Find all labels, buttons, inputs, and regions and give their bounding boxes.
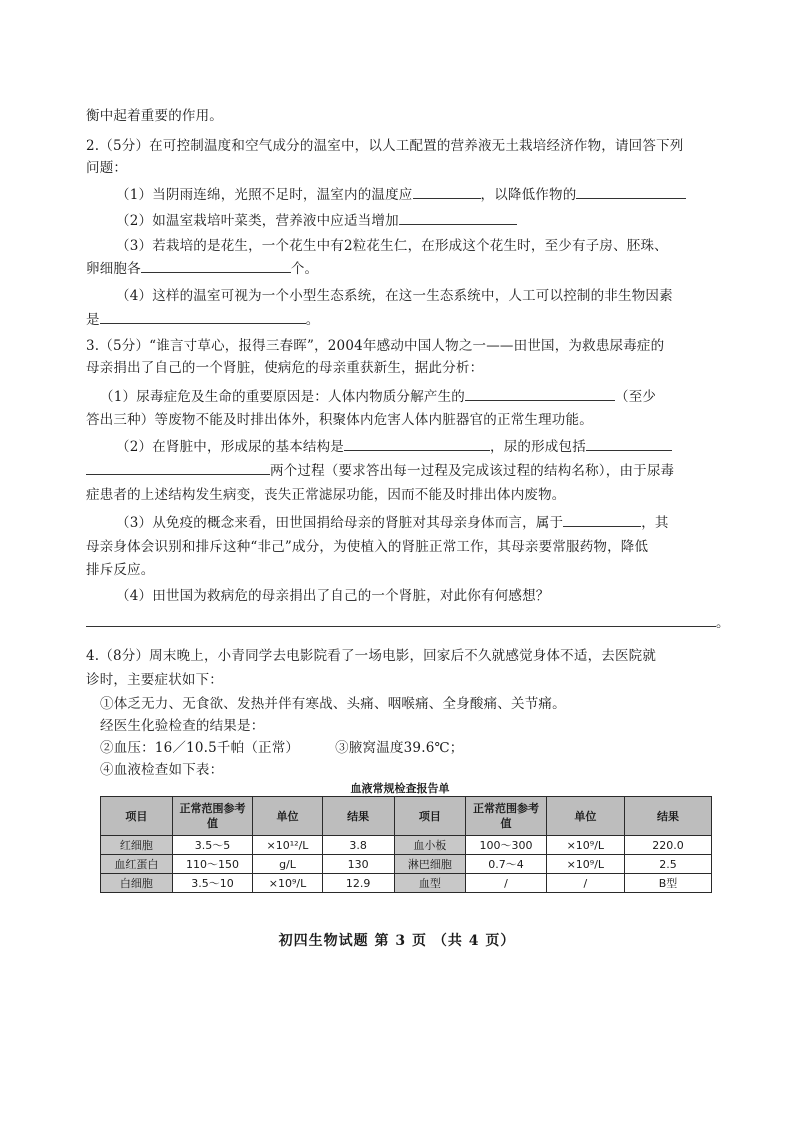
text-line: 衡中起着重要的作用。 xyxy=(86,108,223,124)
column-header: 正常范围参考值 xyxy=(466,797,546,836)
question-2-3: （3）若栽培的是花生，一个花生中有2粒花生仁，在形成这个花生时，至少有子房、胚珠、 xyxy=(116,238,668,254)
table-cell: 130 xyxy=(322,855,394,874)
question-3-stem: 3.（5分）“谁言寸草心，报得三春晖”，2004年感动中国人物之一——田世国，为救患尿毒症的 xyxy=(86,338,665,354)
table-cell: 白细胞 xyxy=(101,874,173,893)
question-2-stem: 2.（5分）在可控制温度和空气成分的温室中，以人工配置的营养液无土栽培经济作物，请回答下列 xyxy=(86,138,684,154)
table-cell: / xyxy=(466,874,546,893)
table-cell: / xyxy=(546,874,624,893)
question-3-3: 母亲身体会识别和排斥这种“非己”成分，为使植入的肾脏正常工作，其母亲要常服药物，降低 xyxy=(86,539,649,555)
question-3-3: 排斥反应。 xyxy=(86,562,155,578)
question-3-4: （4）田世国为救病危的母亲捐出了自己的一个肾脏，对此你有何感想？ xyxy=(116,588,550,604)
question-3-stem: 母亲捐出了自己的一个肾脏，使病危的母亲重获新生，据此分析： xyxy=(86,360,484,376)
answer-blank[interactable] xyxy=(344,436,490,451)
question-2-4: 是 。 xyxy=(86,309,746,330)
table-row xyxy=(101,874,712,893)
table-cell: ×10¹²/L xyxy=(253,836,323,855)
question-4-stem: 4.（8分）周末晚上，小青同学去电影院看了一场电影，回家后不久就感觉身体不适，去医院就 xyxy=(86,648,657,664)
table-cell: B型 xyxy=(624,874,711,893)
question-3-4: 。 xyxy=(86,612,746,633)
page-footer: 初四生物试题 第 3 页 （共 4 页） xyxy=(278,933,516,949)
answer-blank[interactable] xyxy=(141,258,291,273)
question-4-stem: 诊时，主要症状如下： xyxy=(86,672,223,688)
table-cell: 100～300 xyxy=(466,836,546,855)
column-header: 项目 xyxy=(394,797,466,836)
table-title: 血液常规检查报告单 xyxy=(350,782,450,795)
answer-blank[interactable] xyxy=(100,309,306,324)
table-header-row xyxy=(101,797,712,836)
question-3-2: 症患者的上述结构发生病变，丧失正常滤尿功能，因而不能及时排出体内废物。 xyxy=(86,487,566,503)
table-cell: 血红蛋白 xyxy=(101,855,173,874)
column-header: 结果 xyxy=(624,797,711,836)
column-header: 项目 xyxy=(101,797,173,836)
question-2-stem: 问题： xyxy=(86,160,128,176)
table-row xyxy=(101,836,712,855)
answer-blank[interactable] xyxy=(86,612,716,627)
question-2-2: （2）如温室栽培叶菜类，营养液中应适当增加 xyxy=(116,210,776,231)
table-cell: 血型 xyxy=(394,874,466,893)
answer-blank[interactable] xyxy=(586,436,672,451)
table-row xyxy=(101,855,712,874)
answer-blank[interactable] xyxy=(86,460,270,475)
column-header: 单位 xyxy=(546,797,624,836)
answer-blank[interactable] xyxy=(399,210,517,225)
question-3-2: （2）在肾脏中，形成尿的基本结构是 ，尿的形成包括 xyxy=(116,436,776,457)
column-header: 正常范围参考值 xyxy=(172,797,252,836)
question-2-1: （1）当阴雨连绵，光照不足时，温室内的温度应 ，以降低作物的 xyxy=(116,184,776,205)
symptom-line: ④血液检查如下表： xyxy=(100,762,224,778)
question-2-4: （4）这样的温室可视为一个小型生态系统，在这一生态系统中，人工可以控制的非生物因素 xyxy=(116,288,673,304)
table-cell: 0.7～4 xyxy=(466,855,546,874)
symptom-line: ①体乏无力、无食欲、发热并伴有寒战、头痛、咽喉痛、全身酸痛、关节痛。 xyxy=(100,696,566,712)
table-cell: 110～150 xyxy=(172,855,252,874)
table-cell: 淋巴细胞 xyxy=(394,855,466,874)
table-cell: ×10⁹/L xyxy=(546,836,624,855)
symptom-line: ②血压：16／10.5千帕（正常） ③腋窝温度39.6℃； xyxy=(100,740,464,756)
table-cell: 3.5～5 xyxy=(172,836,252,855)
table-cell: 3.5～10 xyxy=(172,874,252,893)
question-3-2: 两个过程（要求答出每一过程及完成该过程的结构名称），由于尿毒 xyxy=(86,460,746,481)
question-2-3: 卵细胞各 个。 xyxy=(86,258,746,279)
answer-blank[interactable] xyxy=(576,184,686,199)
table-cell: 3.8 xyxy=(322,836,394,855)
table-cell: g/L xyxy=(253,855,323,874)
table-cell: 220.0 xyxy=(624,836,711,855)
question-3-1: （1）尿毒症危及生命的重要原因是：人体内物质分解产生的 （至少 xyxy=(100,386,760,407)
table-cell: ×10⁹/L xyxy=(546,855,624,874)
table-cell: ×10⁹/L xyxy=(253,874,323,893)
column-header: 结果 xyxy=(322,797,394,836)
table-cell: 血小板 xyxy=(394,836,466,855)
question-3-3: （3）从免疫的概念来看，田世国捐给母亲的肾脏对其母亲身体而言，属于 ，其 xyxy=(116,512,776,533)
symptom-line: 经医生化验检查的结果是： xyxy=(100,718,265,734)
column-header: 单位 xyxy=(253,797,323,836)
table-cell: 12.9 xyxy=(322,874,394,893)
answer-blank[interactable] xyxy=(563,512,641,527)
answer-blank[interactable] xyxy=(413,184,481,199)
table-cell: 红细胞 xyxy=(101,836,173,855)
blood-report-table xyxy=(100,796,712,893)
table-cell: 2.5 xyxy=(624,855,711,874)
answer-blank[interactable] xyxy=(465,386,615,401)
question-3-1: 答出三种）等废物不能及时排出体外，积聚体内危害人体内脏器官的正常生理功能。 xyxy=(86,412,593,428)
